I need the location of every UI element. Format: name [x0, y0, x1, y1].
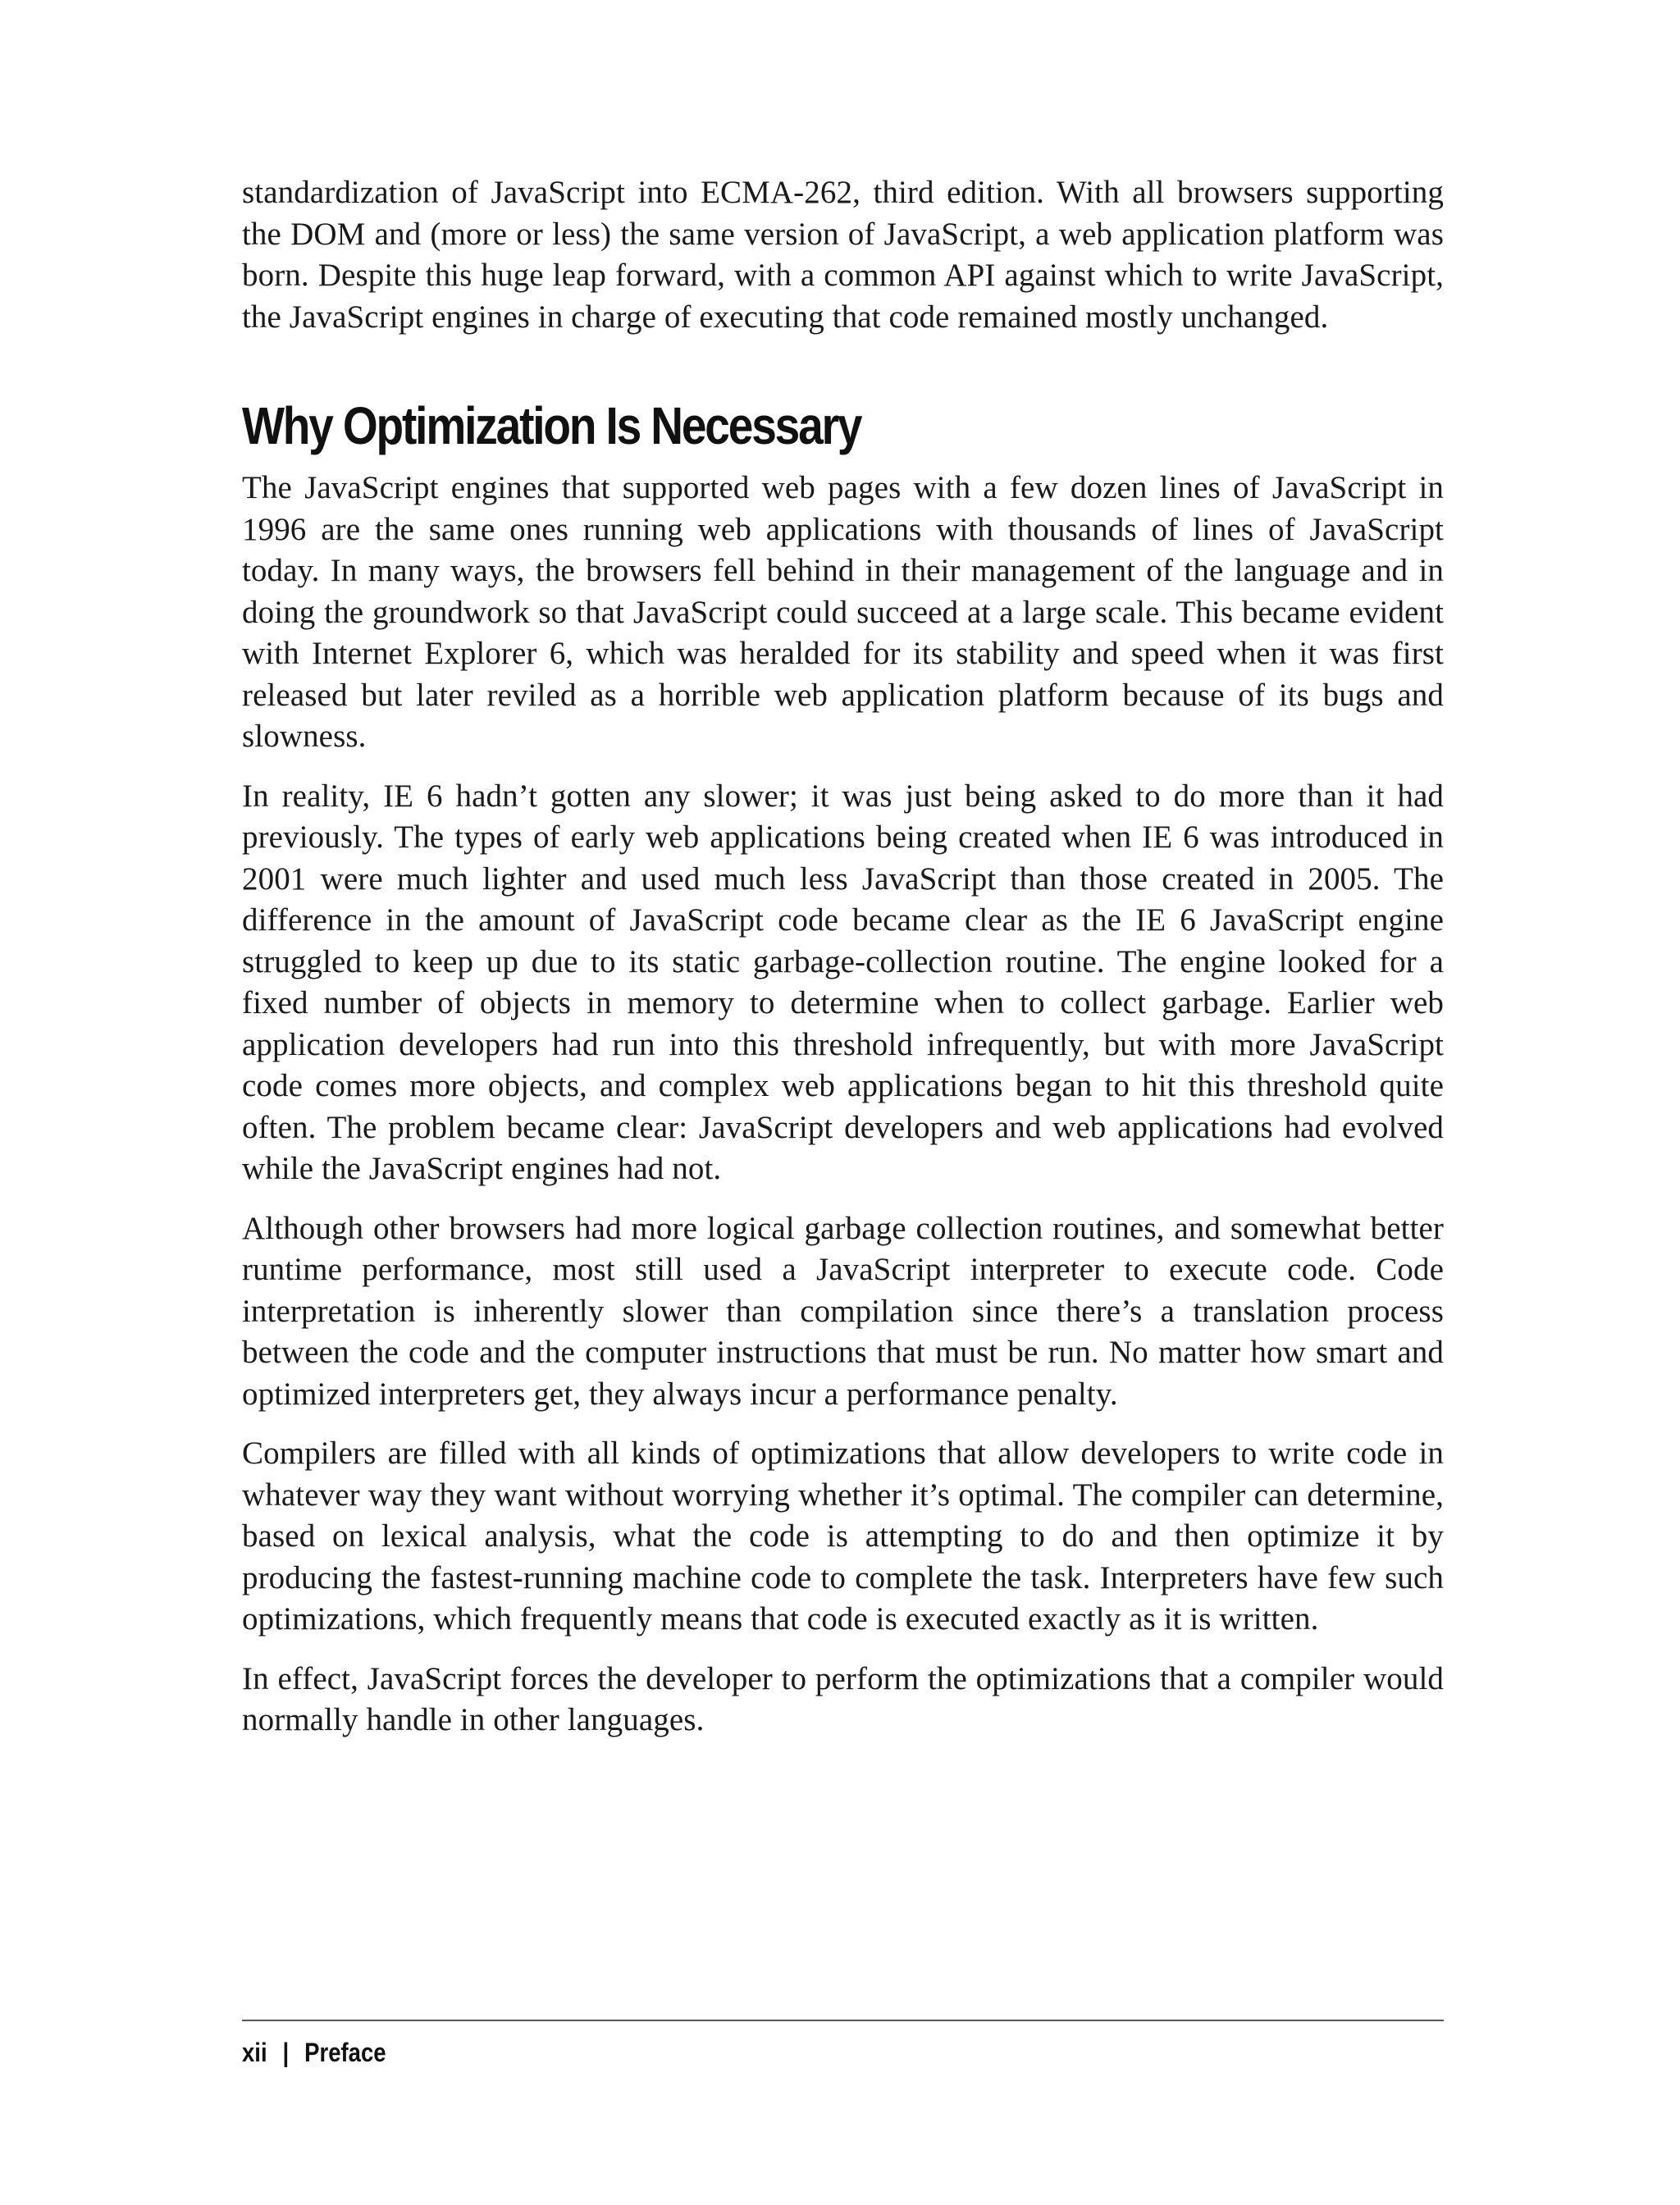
running-section-name: Preface	[304, 2038, 386, 2067]
body-paragraph-2: In reality, IE 6 hadn’t gotten any slower; it was just being asked to do more than it had previously. The types of early web applications being created when IE 6 was introduced in 2001 were much lighter and used much less JavaScript than those created in 2005. The difference in the amount of JavaScript code became clear as the IE 6 JavaScript engine struggled to keep up due to its static garbage-collection routine. The engine looked for a fixed number of objects in memory to determine when to collect garbage. Earlier web application developers had run into this threshold infrequently, but with more JavaScript code comes more objects, and complex web applications began to hit this threshold quite often. The problem became clear: JavaScript developers and web applications had evolved while the JavaScript engines had not.	[242, 778, 1444, 1186]
footer-divider	[242, 2020, 1444, 2021]
page-number: xii	[242, 2038, 267, 2067]
page-body	[242, 172, 1444, 1760]
footer-separator: |	[282, 2038, 290, 2067]
intro-paragraph: standardization of JavaScript into ECMA-262, third edition. With all browsers supporting the DOM and (more or less) the same version of JavaScript, a web application platform was born. Despite this huge leap forward, with a common API against which to write JavaScript, the JavaScript engines in charge of executing that code remained mostly unchanged.	[242, 175, 1444, 335]
footer-line	[242, 2036, 1276, 2069]
body-paragraph-5: In effect, JavaScript forces the developer to perform the optimizations that a compiler would normally handle in other languages.	[242, 1660, 1444, 1737]
section-heading: Why Optimization Is Necessary	[242, 396, 861, 455]
body-paragraph-3: Although other browsers had more logical garbage collection routines, and somewhat better runtime performance, most still used a JavaScript interpreter to execute code. Code interpretation is inherently slower than compilation since there’s a translation process between the code and the computer instructions that must be run. No matter how smart and optimized interpreters get, they always incur a performance penalty.	[242, 1210, 1444, 1412]
page-footer	[242, 2020, 1444, 2069]
body-paragraph-4: Compilers are filled with all kinds of optimizations that allow developers to write code in whatever way they want without worrying whether it’s optimal. The compiler can determine, based on lexical analysis, what the code is attempting to do and then optimize it by producing the fastest-running machine code to complete the task. Interpreters have few such optimizations, which frequently means that code is executed exactly as it is written.	[242, 1436, 1444, 1637]
body-paragraph-1: The JavaScript engines that supported web pages with a few dozen lines of JavaScript in 1996 are the same ones running web applications with thousands of lines of JavaScript today. In many ways, the browsers fell behind in their management of the language and in doing the groundwork so that JavaScript could succeed at a large scale. This became evident with Internet Explorer 6, which was heralded for its stability and speed when it was first released but later reviled as a horrible web application platform because of its bugs and slowness.	[242, 470, 1444, 754]
